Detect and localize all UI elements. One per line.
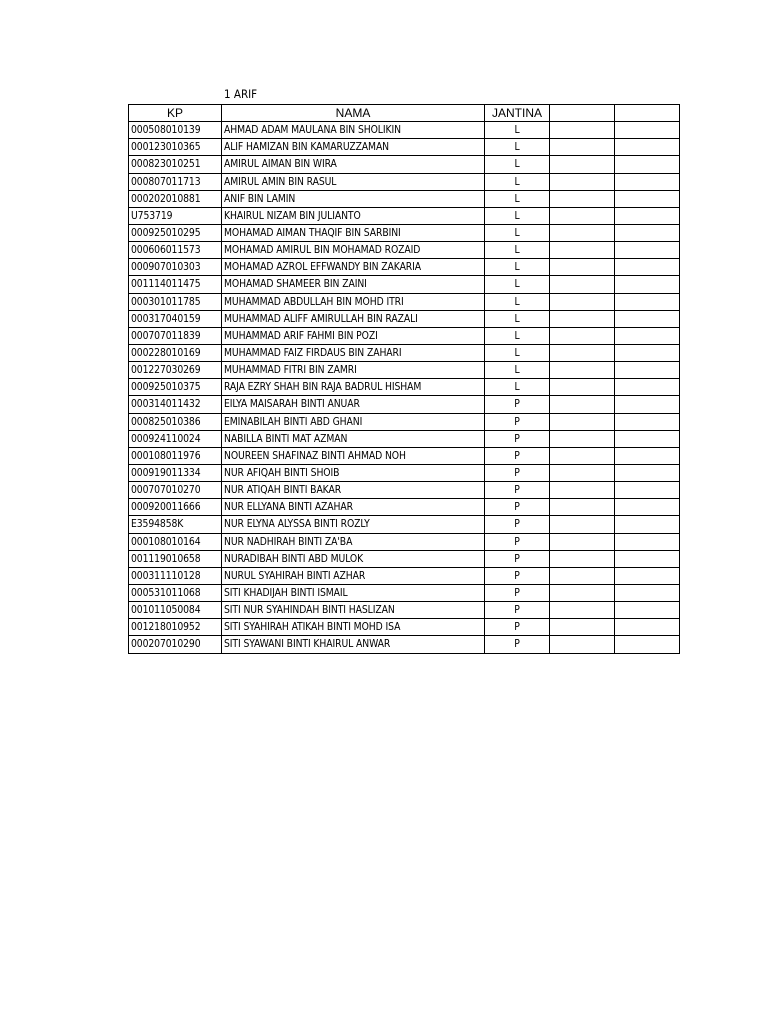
- cell-empty: [550, 567, 615, 584]
- cell-nama: MUHAMMAD FITRI BIN ZAMRI: [222, 362, 485, 379]
- cell-empty: [615, 379, 680, 396]
- cell-empty: [550, 550, 615, 567]
- table-row: [129, 173, 680, 190]
- cell-empty: [615, 584, 680, 601]
- cell-kp: 000531011068: [129, 584, 222, 601]
- table-row: [129, 550, 680, 567]
- cell-empty: [550, 362, 615, 379]
- cell-empty: [550, 482, 615, 499]
- cell-jantina: P: [485, 550, 550, 567]
- table-row: [129, 464, 680, 481]
- cell-empty: [615, 293, 680, 310]
- cell-kp: 000907010303: [129, 259, 222, 276]
- cell-kp: 000123010365: [129, 139, 222, 156]
- cell-nama: EILYA MAISARAH BINTI ANUAR: [222, 396, 485, 413]
- cell-empty: [550, 413, 615, 430]
- table-row: [129, 139, 680, 156]
- cell-empty: [550, 139, 615, 156]
- cell-empty: [615, 516, 680, 533]
- table-row: [129, 602, 680, 619]
- cell-jantina: L: [485, 276, 550, 293]
- cell-kp: 000314011432: [129, 396, 222, 413]
- cell-empty: [615, 173, 680, 190]
- cell-kp: 000207010290: [129, 636, 222, 653]
- cell-kp: 000924110024: [129, 430, 222, 447]
- cell-empty: [550, 156, 615, 173]
- cell-kp: 000707010270: [129, 482, 222, 499]
- cell-nama: MOHAMAD SHAMEER BIN ZAINI: [222, 276, 485, 293]
- cell-nama: AMIRUL AMIN BIN RASUL: [222, 173, 485, 190]
- cell-kp: 000317040159: [129, 310, 222, 327]
- header-kp: KP: [129, 105, 222, 122]
- header-jantina: JANTINA: [485, 105, 550, 122]
- table-row: [129, 413, 680, 430]
- table-row: [129, 447, 680, 464]
- cell-jantina: L: [485, 344, 550, 361]
- cell-empty: [615, 122, 680, 139]
- cell-empty: [615, 499, 680, 516]
- cell-jantina: P: [485, 396, 550, 413]
- cell-kp: 000311110128: [129, 567, 222, 584]
- cell-jantina: P: [485, 482, 550, 499]
- cell-empty: [550, 447, 615, 464]
- cell-empty: [615, 430, 680, 447]
- table-row: [129, 362, 680, 379]
- table-row: [129, 327, 680, 344]
- table-row: [129, 293, 680, 310]
- cell-empty: [615, 344, 680, 361]
- cell-empty: [550, 276, 615, 293]
- table-row: [129, 482, 680, 499]
- cell-empty: [550, 584, 615, 601]
- cell-empty: [615, 207, 680, 224]
- cell-kp: 000919011334: [129, 464, 222, 481]
- table-body: [129, 122, 680, 653]
- cell-jantina: L: [485, 173, 550, 190]
- cell-empty: [550, 327, 615, 344]
- cell-kp: 000925010375: [129, 379, 222, 396]
- cell-jantina: P: [485, 447, 550, 464]
- cell-jantina: L: [485, 190, 550, 207]
- cell-jantina: L: [485, 156, 550, 173]
- cell-empty: [550, 190, 615, 207]
- cell-nama: AMIRUL AIMAN BIN WIRA: [222, 156, 485, 173]
- cell-jantina: L: [485, 379, 550, 396]
- cell-nama: NURUL SYAHIRAH BINTI AZHAR: [222, 567, 485, 584]
- cell-nama: KHAIRUL NIZAM BIN JULIANTO: [222, 207, 485, 224]
- cell-nama: MOHAMAD AIMAN THAQIF BIN SARBINI: [222, 224, 485, 241]
- cell-nama: NURADIBAH BINTI ABD MULOK: [222, 550, 485, 567]
- cell-jantina: L: [485, 224, 550, 241]
- cell-nama: MUHAMMAD ABDULLAH BIN MOHD ITRI: [222, 293, 485, 310]
- table-row: [129, 499, 680, 516]
- cell-empty: [550, 464, 615, 481]
- cell-empty: [615, 482, 680, 499]
- cell-jantina: L: [485, 139, 550, 156]
- cell-kp: 000108010164: [129, 533, 222, 550]
- cell-nama: MUHAMMAD ALIFF AMIRULLAH BIN RAZALI: [222, 310, 485, 327]
- cell-kp: 000925010295: [129, 224, 222, 241]
- cell-kp: 000825010386: [129, 413, 222, 430]
- cell-empty: [615, 464, 680, 481]
- cell-empty: [615, 139, 680, 156]
- cell-empty: [615, 224, 680, 241]
- cell-kp: 000807011713: [129, 173, 222, 190]
- cell-kp: 000108011976: [129, 447, 222, 464]
- table-row: [129, 516, 680, 533]
- cell-kp: 000606011573: [129, 242, 222, 259]
- cell-jantina: L: [485, 122, 550, 139]
- cell-nama: MOHAMAD AMIRUL BIN MOHAMAD ROZAID: [222, 242, 485, 259]
- cell-nama: NUR ELLYANA BINTI AZAHAR: [222, 499, 485, 516]
- cell-empty: [615, 413, 680, 430]
- cell-nama: MOHAMAD AZROL EFFWANDY BIN ZAKARIA: [222, 259, 485, 276]
- cell-jantina: P: [485, 499, 550, 516]
- cell-nama: NABILLA BINTI MAT AZMAN: [222, 430, 485, 447]
- cell-jantina: L: [485, 310, 550, 327]
- cell-nama: MUHAMMAD FAIZ FIRDAUS BIN ZAHARI: [222, 344, 485, 361]
- cell-empty: [550, 259, 615, 276]
- cell-kp: E3594858K: [129, 516, 222, 533]
- cell-jantina: P: [485, 619, 550, 636]
- cell-kp: 001011050084: [129, 602, 222, 619]
- cell-nama: SITI KHADIJAH BINTI ISMAIL: [222, 584, 485, 601]
- cell-empty: [615, 276, 680, 293]
- table-row: [129, 276, 680, 293]
- cell-jantina: P: [485, 636, 550, 653]
- cell-empty: [550, 619, 615, 636]
- cell-jantina: P: [485, 413, 550, 430]
- cell-kp: 001114011475: [129, 276, 222, 293]
- cell-empty: [615, 259, 680, 276]
- cell-empty: [550, 636, 615, 653]
- cell-empty: [550, 430, 615, 447]
- cell-empty: [550, 224, 615, 241]
- cell-empty: [550, 344, 615, 361]
- table-row: [129, 310, 680, 327]
- class-title: 1 ARIF: [224, 87, 258, 101]
- cell-nama: MUHAMMAD ARIF FAHMI BIN POZI: [222, 327, 485, 344]
- cell-jantina: P: [485, 567, 550, 584]
- header-nama: NAMA: [222, 105, 485, 122]
- cell-nama: NUR NADHIRAH BINTI ZA'BA: [222, 533, 485, 550]
- table-row: [129, 533, 680, 550]
- cell-empty: [615, 190, 680, 207]
- cell-empty: [615, 567, 680, 584]
- cell-jantina: L: [485, 259, 550, 276]
- table-row: [129, 259, 680, 276]
- cell-kp: 000707011839: [129, 327, 222, 344]
- table-row: [129, 636, 680, 653]
- table-row: [129, 567, 680, 584]
- cell-empty: [615, 310, 680, 327]
- header-extra-2: [615, 105, 680, 122]
- cell-empty: [615, 362, 680, 379]
- cell-empty: [615, 396, 680, 413]
- cell-kp: 000508010139: [129, 122, 222, 139]
- cell-nama: AHMAD ADAM MAULANA BIN SHOLIKIN: [222, 122, 485, 139]
- cell-nama: ANIF BIN LAMIN: [222, 190, 485, 207]
- cell-empty: [550, 379, 615, 396]
- cell-empty: [615, 636, 680, 653]
- student-roster-table: [128, 104, 680, 654]
- table-header-row: [129, 105, 680, 122]
- table-row: [129, 190, 680, 207]
- cell-nama: EMINABILAH BINTI ABD GHANI: [222, 413, 485, 430]
- cell-jantina: L: [485, 293, 550, 310]
- table-row: [129, 344, 680, 361]
- cell-empty: [615, 327, 680, 344]
- cell-empty: [550, 122, 615, 139]
- cell-nama: SITI SYAWANI BINTI KHAIRUL ANWAR: [222, 636, 485, 653]
- cell-kp: 000920011666: [129, 499, 222, 516]
- cell-empty: [550, 293, 615, 310]
- cell-kp: 000823010251: [129, 156, 222, 173]
- cell-empty: [550, 242, 615, 259]
- cell-nama: NUR ELYNA ALYSSA BINTI ROZLY: [222, 516, 485, 533]
- cell-empty: [615, 619, 680, 636]
- cell-jantina: P: [485, 584, 550, 601]
- cell-kp: U753719: [129, 207, 222, 224]
- cell-kp: 000301011785: [129, 293, 222, 310]
- cell-nama: SITI SYAHIRAH ATIKAH BINTI MOHD ISA: [222, 619, 485, 636]
- cell-empty: [550, 310, 615, 327]
- cell-empty: [615, 533, 680, 550]
- cell-kp: 001119010658: [129, 550, 222, 567]
- table-row: [129, 156, 680, 173]
- cell-empty: [615, 156, 680, 173]
- table-row: [129, 430, 680, 447]
- cell-kp: 000202010881: [129, 190, 222, 207]
- cell-empty: [615, 602, 680, 619]
- cell-nama: NUR AFIQAH BINTI SHOIB: [222, 464, 485, 481]
- cell-empty: [550, 499, 615, 516]
- cell-nama: NUR ATIQAH BINTI BAKAR: [222, 482, 485, 499]
- cell-empty: [550, 533, 615, 550]
- cell-nama: RAJA EZRY SHAH BIN RAJA BADRUL HISHAM: [222, 379, 485, 396]
- cell-jantina: P: [485, 602, 550, 619]
- cell-empty: [550, 173, 615, 190]
- cell-kp: 001218010952: [129, 619, 222, 636]
- cell-empty: [615, 242, 680, 259]
- cell-jantina: L: [485, 242, 550, 259]
- cell-empty: [550, 516, 615, 533]
- table-row: [129, 584, 680, 601]
- cell-empty: [550, 396, 615, 413]
- cell-jantina: L: [485, 327, 550, 344]
- cell-nama: NOUREEN SHAFINAZ BINTI AHMAD NOH: [222, 447, 485, 464]
- cell-jantina: P: [485, 533, 550, 550]
- table-row: [129, 379, 680, 396]
- table-row: [129, 207, 680, 224]
- cell-jantina: L: [485, 207, 550, 224]
- cell-kp: 001227030269: [129, 362, 222, 379]
- cell-jantina: P: [485, 430, 550, 447]
- table-row: [129, 122, 680, 139]
- cell-nama: SITI NUR SYAHINDAH BINTI HASLIZAN: [222, 602, 485, 619]
- cell-empty: [550, 207, 615, 224]
- cell-kp: 000228010169: [129, 344, 222, 361]
- table-row: [129, 619, 680, 636]
- cell-empty: [550, 602, 615, 619]
- table-row: [129, 224, 680, 241]
- cell-empty: [615, 550, 680, 567]
- cell-nama: ALIF HAMIZAN BIN KAMARUZZAMAN: [222, 139, 485, 156]
- cell-jantina: P: [485, 464, 550, 481]
- cell-empty: [615, 447, 680, 464]
- header-extra-1: [550, 105, 615, 122]
- cell-jantina: P: [485, 516, 550, 533]
- table-row: [129, 242, 680, 259]
- table-row: [129, 396, 680, 413]
- cell-jantina: L: [485, 362, 550, 379]
